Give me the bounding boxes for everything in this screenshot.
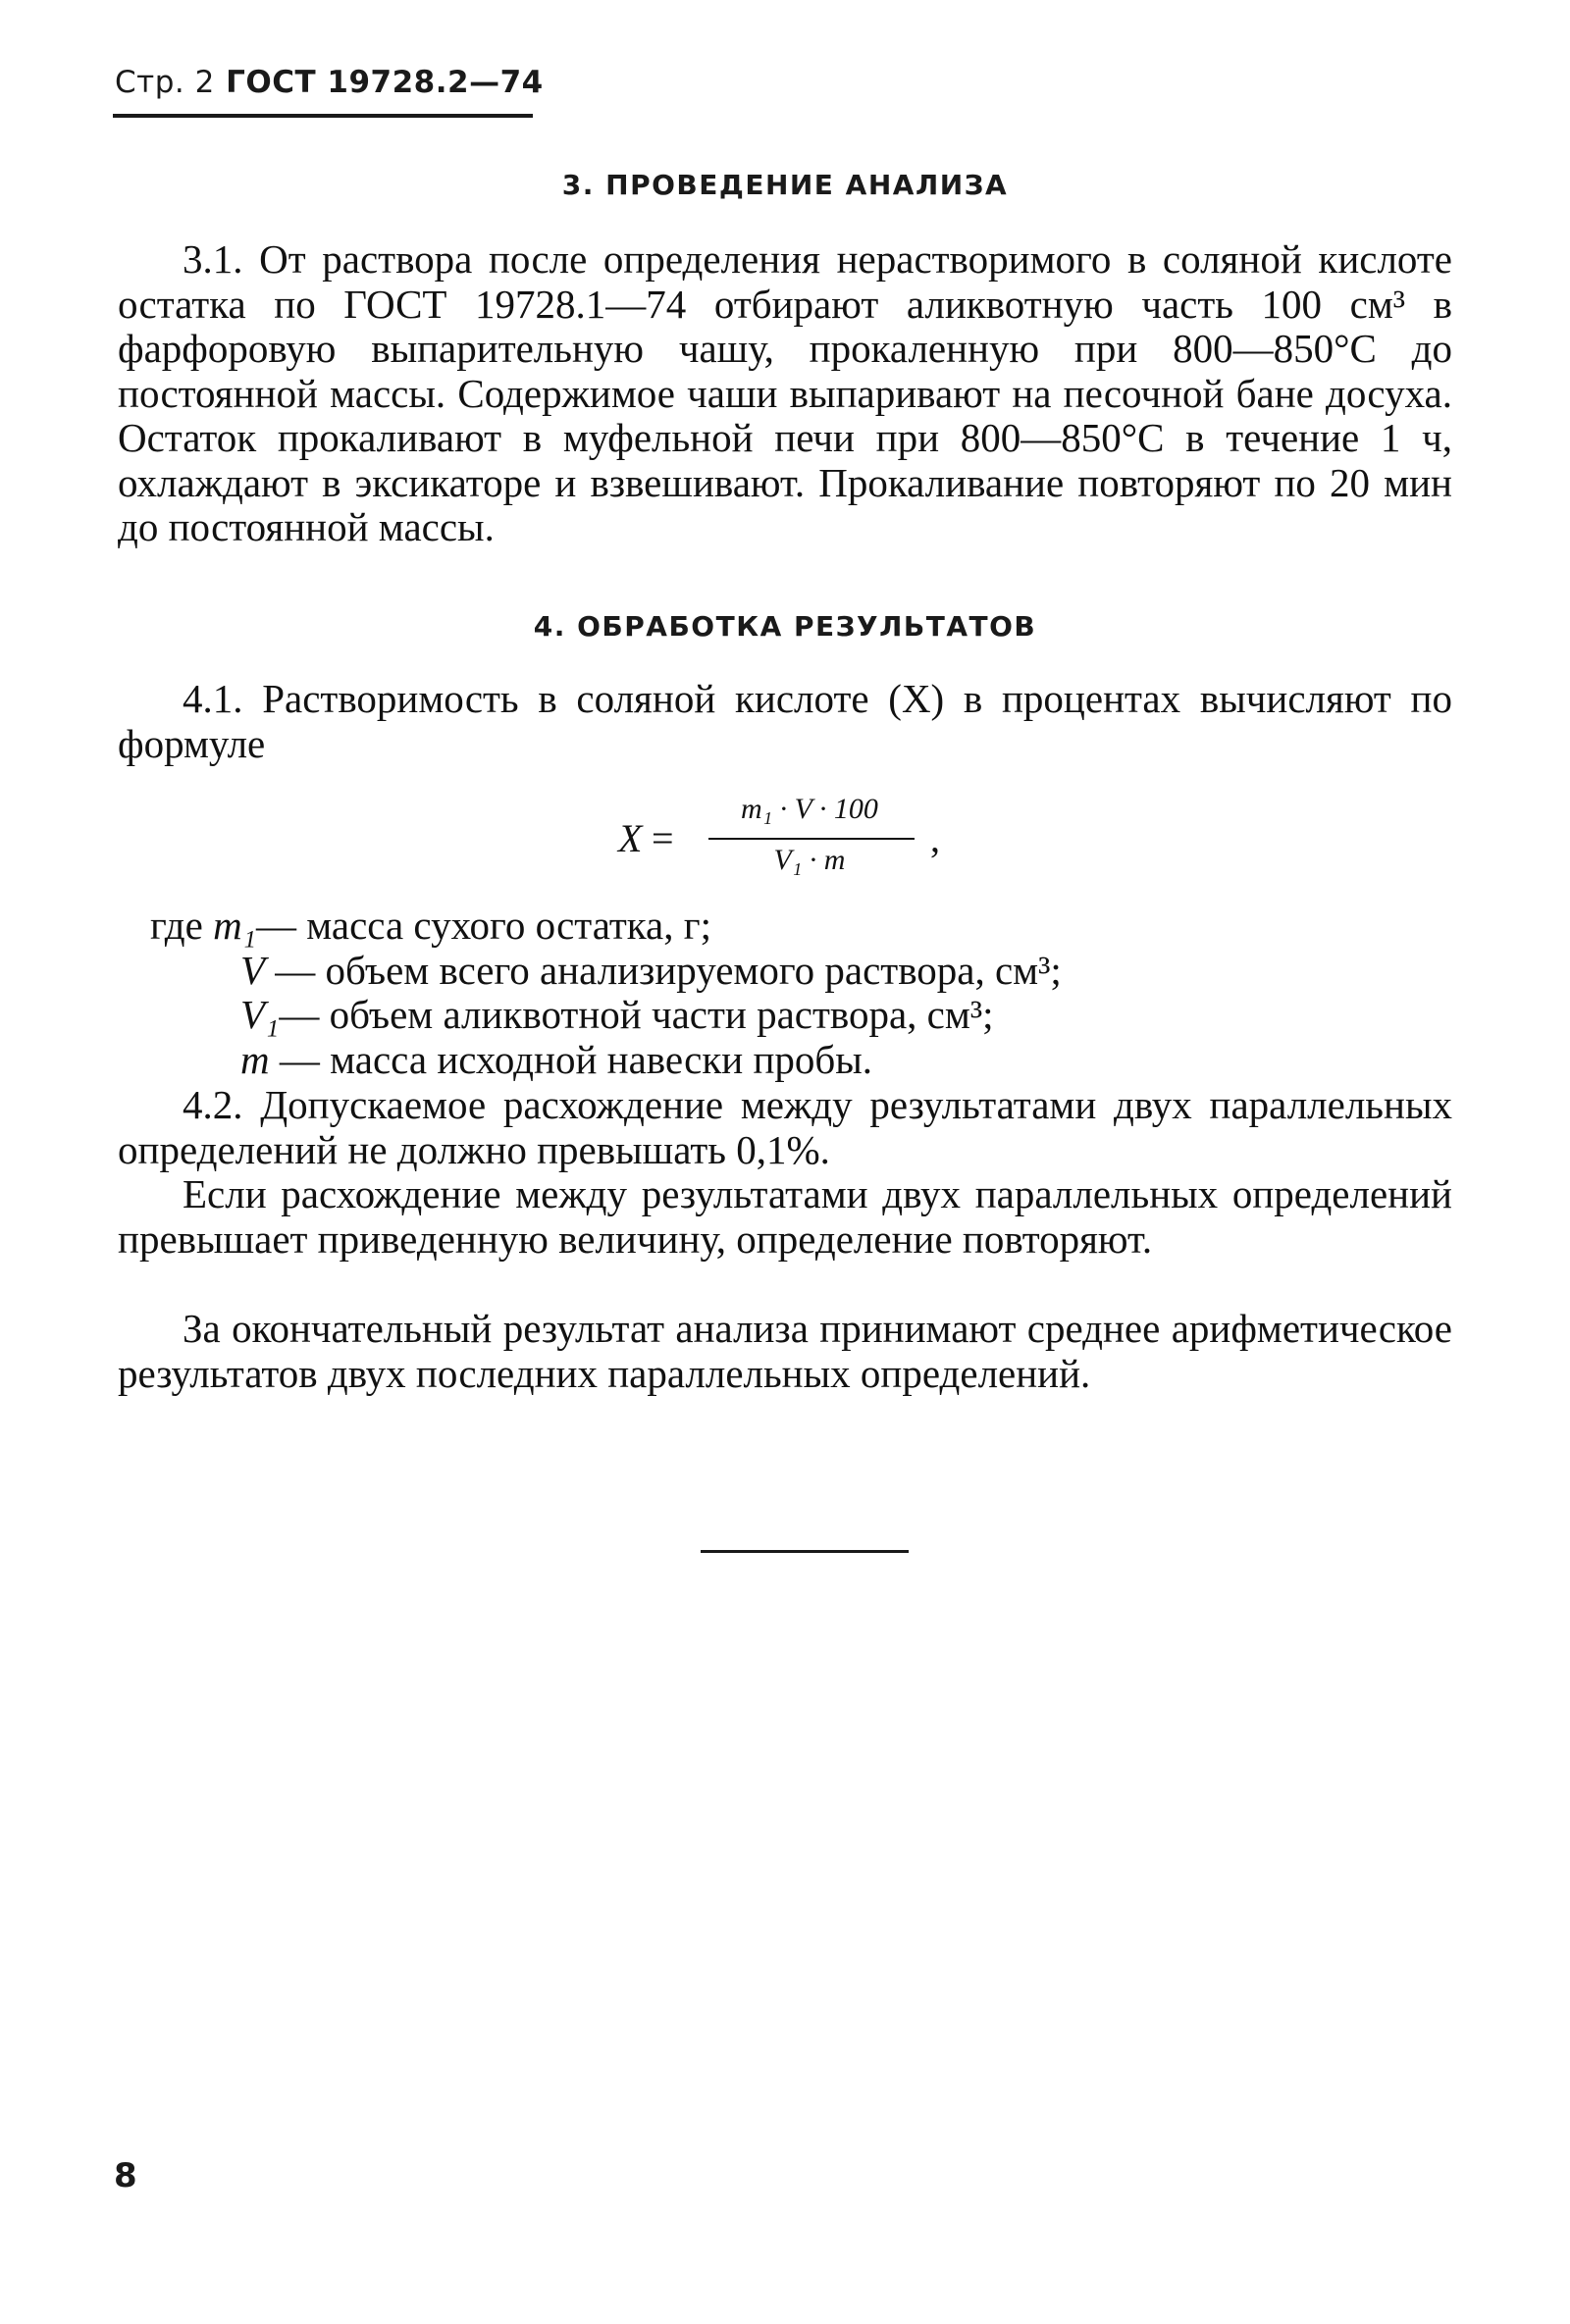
paragraph-4-2-text: 4.2. Допускаемое расхождение между результатами двух параллельных определений не должно превышать 0,1%.: [118, 1082, 1452, 1172]
formula-equals: =: [652, 816, 674, 860]
paragraph-4-1-text: 4.1. Растворимость в соляной кислоте (X) в процентах вычисляют по формуле: [118, 676, 1452, 766]
fraction-bar: [708, 838, 915, 840]
paragraph-repeat-rule: [118, 1172, 1452, 1262]
variable-description: — объем аликвотной части раствора, см³;: [279, 992, 994, 1037]
end-rule: [701, 1550, 909, 1553]
paragraph-repeat-rule-text: Если расхождение между результатами двух параллельных определений превышает приведенную величину, определение повторяют.: [118, 1171, 1452, 1262]
page-label: Стр. 2: [115, 65, 215, 100]
paragraph-final-result: [118, 1307, 1452, 1396]
where-row: [240, 993, 994, 1038]
formula-trailing-comma: ,: [930, 816, 940, 860]
where-label: где: [150, 903, 203, 948]
formula-numerator: m₁ · V · 100: [741, 793, 878, 825]
where-row: [150, 904, 711, 949]
variable-description: — объем всего анализируемого раствора, см³;: [265, 948, 1062, 993]
paragraph-3-1-text: 3.1. От раствора после определения нерастворимого в соляной кислоте остатка по ГОСТ 19728.1—74 отбирают аликвотную часть 100 см³ в фарфоровую выпарительную чашу, прокаленную при 800—850°С до постоянной массы. Содержимое чаши выпаривают на песочной бане досуха. Остаток прокаливают в муфельной печи при 800—850°С в течение 1 ч, охлаждают в эксикаторе и взвешивают. Прокаливание повторяют по 20 мин до постоянной массы.: [118, 236, 1452, 549]
variable-symbol: V: [240, 948, 266, 993]
paragraph-final-result-text: За окончательный результат анализа принимают среднее арифметическое результатов двух последних параллельных определений.: [118, 1306, 1452, 1396]
where-row: [240, 1038, 872, 1083]
section-4-heading: 4. ОБРАБОТКА РЕЗУЛЬТАТОВ: [533, 610, 1037, 643]
solubility-formula: [618, 793, 952, 887]
standard-code: ГОСТ 19728.2—74: [226, 65, 544, 100]
paragraph-4-2: [118, 1083, 1452, 1172]
variable-symbol: m: [240, 1037, 270, 1082]
page-number: 8: [114, 2156, 137, 2195]
formula-denominator: V₁ · m: [773, 844, 846, 876]
variable-description: — масса сухого остатка, г;: [255, 903, 711, 948]
running-header: [115, 65, 544, 100]
paragraph-4-1: [118, 677, 1452, 766]
variable-symbol: V₁: [240, 992, 280, 1037]
header-rule: [113, 114, 533, 118]
paragraph-3-1: [118, 237, 1452, 550]
variable-description: — масса исходной навески пробы.: [269, 1037, 873, 1082]
variable-symbol: m₁: [213, 903, 256, 948]
where-row: [240, 949, 1062, 994]
section-3-heading: 3. ПРОВЕДЕНИЕ АНАЛИЗА: [561, 169, 1009, 201]
formula-lhs: X: [618, 816, 643, 860]
